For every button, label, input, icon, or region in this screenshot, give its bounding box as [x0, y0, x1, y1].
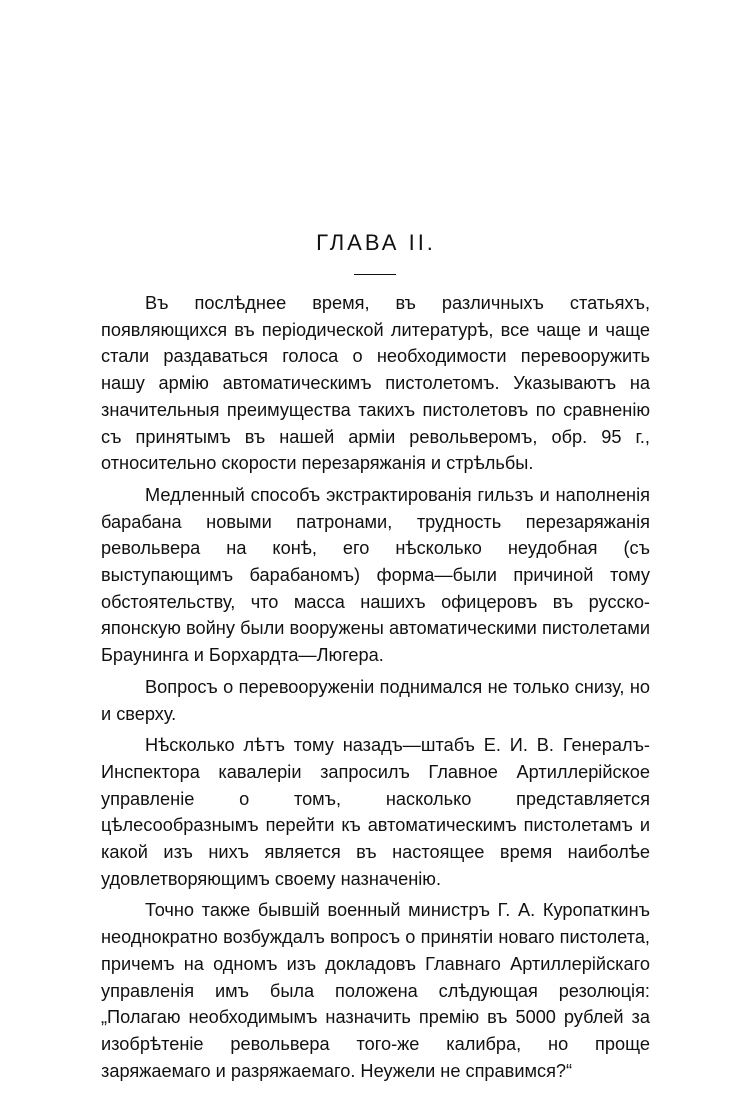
paragraph-2: Медленный способъ экстрактированія гильзъ и наполненія барабана новыми патронами, трудность перезаряжанія револьвера на конѣ, его нѣсколько неудобная (съ выступающимъ барабаномъ) форма—были причиной тому обстоятельству, что масса нашихъ офицеровъ въ русско-японскую войну были вооружены автоматическими пистолетами Браунинга и Борхардта—Люгера. — [101, 484, 650, 666]
title-rule — [354, 274, 396, 275]
paragraph-4: Нѣсколько лѣтъ тому назадъ—штабъ Е. И. В. Генералъ-Инспектора кавалеріи запросилъ Главное Артиллерійское управленіе о томъ, насколько представляется цѣлесообразнымъ перейти къ автоматическимъ пистолетамъ и какой изъ нихъ является въ настоящее время наиболѣе удовлетворяющимъ своему назначенію. — [101, 735, 650, 889]
chapter-body — [101, 290, 650, 1089]
paragraph-1: Въ послѣднее время, въ различныхъ статьяхъ, появляющихся въ періодической литературѣ, все чаще и чаще стали раздаваться голоса о необходимости перевооружить нашу армію автоматическимъ пистолетомъ. Указываютъ на значительныя преимущества такихъ пистолетовъ по сравненію съ принятымъ въ нашей арміи револьверомъ, обр. 95 г., относительно скорости перезаряжанія и стрѣльбы. — [101, 293, 650, 474]
paragraph-3: Вопросъ о перевооруженіи поднимался не только снизу, но и сверху. — [101, 676, 650, 724]
paragraph-5: Точно также бывшій военный министръ Г. А. Куропаткинъ неоднократно возбуждалъ вопросъ о принятіи новаго пистолета, причемъ на одномъ изъ докладовъ Главнаго Артиллерійскаго управленія имъ была положена слѣдующая резолюція: „Полагаю необходимымъ назначить премію въ 5000 рублей за изобрѣтеніе револьвера того-же калибра, но проще заряжаемаго и разряжаемаго. Неужели не справимся?“ — [101, 900, 650, 1081]
chapter-title: ГЛАВА II. — [316, 230, 436, 255]
